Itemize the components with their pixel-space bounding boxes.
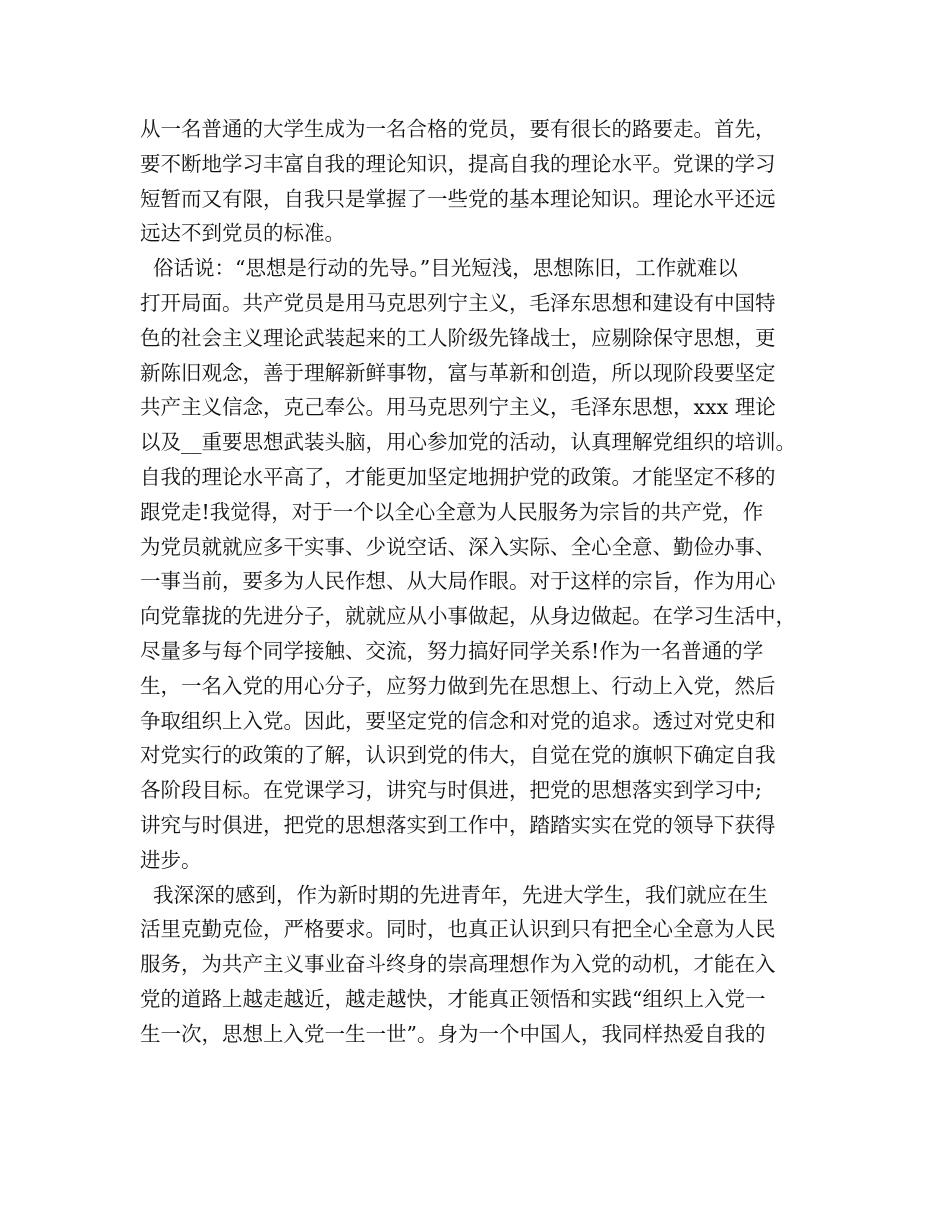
text-line: 服务，为共产主义事业奋斗终身的崇高理想作为入党的动机，才能在入	[140, 952, 776, 977]
text-line: 向党靠拢的先进分子，就就应从小事做起，从身边做起。在学习生活中，	[140, 604, 796, 629]
text-line: 色的社会主义理论武装起来的工人阶级先锋战士，应剔除保守思想，更	[140, 325, 776, 350]
text-line: 尽量多与每个同学接触、交流，努力搞好同学关系!作为一名普通的学	[140, 638, 764, 663]
text-line: 活里克勤克俭，严格要求。同时，也真正认识到只有把全心全意为人民	[140, 917, 776, 942]
text-line: 自我的理论水平高了，才能更加坚定地拥护党的政策。才能坚定不移的	[140, 464, 776, 489]
body-text	[140, 112, 820, 1052]
text-line: 生一次，思想上入党一生一世”。身为一个中国人，我同样热爱自我的	[140, 1021, 766, 1046]
text-line: 跟党走!我觉得，对于一个以全心全意为人民服务为宗旨的共产党，作	[140, 499, 764, 524]
text-line: 以及__重要思想武装头脑，用心参加党的活动，认真理解党组织的培训。	[140, 430, 796, 455]
text-line: 进步。	[140, 847, 202, 872]
text-line: 一事当前，要多为人民作想、从大局作眼。对于这样的宗旨，作为用心	[140, 569, 776, 594]
text-line: 从一名普通的大学生成为一名合格的党员，要有很长的路要走。首先，	[140, 117, 776, 141]
text-line: 讲究与时俱进，把党的思想落实到工作中，踏踏实实在党的领导下获得	[140, 812, 776, 837]
text-line: 共产主义信念，克己奉公。用马克思列宁主义，毛泽东思想，xxx 理论	[140, 395, 776, 420]
text-line: 远达不到党员的标准。	[140, 221, 345, 246]
text-line: 为党员就就应多干实事、少说空话、深入实际、全心全意、勤俭办事、	[140, 534, 776, 559]
text-line: 生，一名入党的用心分子，应努力做到先在思想上、行动上入党，然后	[140, 673, 776, 698]
text-line: 俗话说：“思想是行动的先导。”目光短浅，思想陈旧，工作就难以	[140, 256, 738, 281]
text-line: 对党实行的政策的了解，认识到党的伟大，自觉在党的旗帜下确定自我	[140, 743, 776, 768]
text-line: 争取组织上入党。因此，要坚定党的信念和对党的追求。透过对党史和	[140, 708, 776, 733]
text-line: 我深深的感到，作为新时期的先进青年，先进大学生，我们就应在生	[140, 882, 769, 907]
text-line: 党的道路上越走越近，越走越快，才能真正领悟和实践“组织上入党一	[140, 986, 766, 1011]
text-line: 新陈旧观念，善于理解新鲜事物，富与革新和创造，所以现阶段要坚定	[140, 360, 776, 385]
text-line: 各阶段目标。在党课学习，讲究与时俱进，把党的思想落实到学习中;	[140, 778, 762, 803]
text-line: 短暂而又有限，自我只是掌握了一些党的基本理论知识。理论水平还远	[140, 186, 776, 211]
text-line: 打开局面。共产党员是用马克思列宁主义，毛泽东思想和建设有中国特	[140, 290, 776, 315]
text-line: 要不断地学习丰富自我的理论知识，提高自我的理论水平。党课的学习	[140, 151, 776, 176]
